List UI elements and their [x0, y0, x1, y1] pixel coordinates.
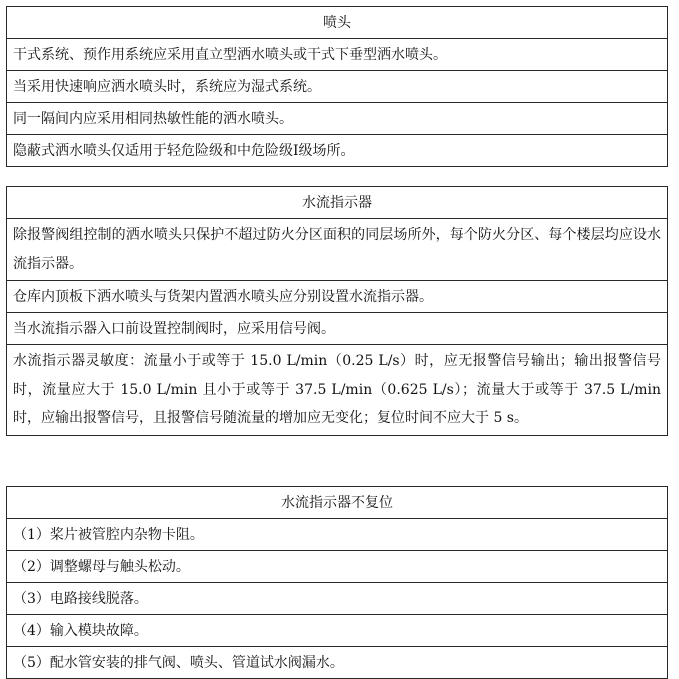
- table-row: （5）配水管安装的排气阀、喷头、管道试水阀漏水。: [7, 646, 667, 678]
- indicator-not-reset-table: [6, 486, 668, 679]
- table-row: 当水流指示器入口前设置控制阀时，应采用信号阀。: [7, 312, 667, 344]
- table-row: 除报警阀组控制的洒水喷头只保护不超过防火分区面积的同层场所外，每个防火分区、每个楼层均应设水流指示器。: [7, 218, 667, 280]
- table-row: （3）电路接线脱落。: [7, 582, 667, 614]
- table-title: 水流指示器: [302, 195, 372, 211]
- sprinkler-head-table: [6, 6, 668, 167]
- table-row: 同一隔间内应采用相同热敏性能的洒水喷头。: [7, 102, 667, 134]
- table-row: 水流指示器灵敏度：流量小于或等于 15.0 L/min（0.25 L/s）时，应无报警信号输出；输出报警信号时，流量应大于 15.0 L/min 且小于或等于 37.5 L/min（0.625 L/s）；流量大于或等于 37.5 L/min 时，应输出报警信号，且报警信号随流量的增加应无变化；复位时间不应大于 5 s。: [7, 344, 667, 435]
- water-flow-indicator-table: [6, 186, 668, 436]
- table-row: 仓库内顶板下洒水喷头与货架内置洒水喷头应分别设置水流指示器。: [7, 280, 667, 312]
- table-row: （1）桨片被管腔内杂物卡阻。: [7, 518, 667, 550]
- table-row: 隐蔽式洒水喷头仅适用于轻危险级和中危险级Ⅰ级场所。: [7, 134, 667, 166]
- table-row: 当采用快速响应洒水喷头时，系统应为湿式系统。: [7, 70, 667, 102]
- table-row: （4）输入模块故障。: [7, 614, 667, 646]
- table-title: 喷头: [323, 15, 351, 31]
- table-title: 水流指示器不复位: [281, 495, 393, 511]
- table-row: 干式系统、预作用系统应采用直立型洒水喷头或干式下垂型洒水喷头。: [7, 38, 667, 70]
- table-row: （2）调整螺母与触头松动。: [7, 550, 667, 582]
